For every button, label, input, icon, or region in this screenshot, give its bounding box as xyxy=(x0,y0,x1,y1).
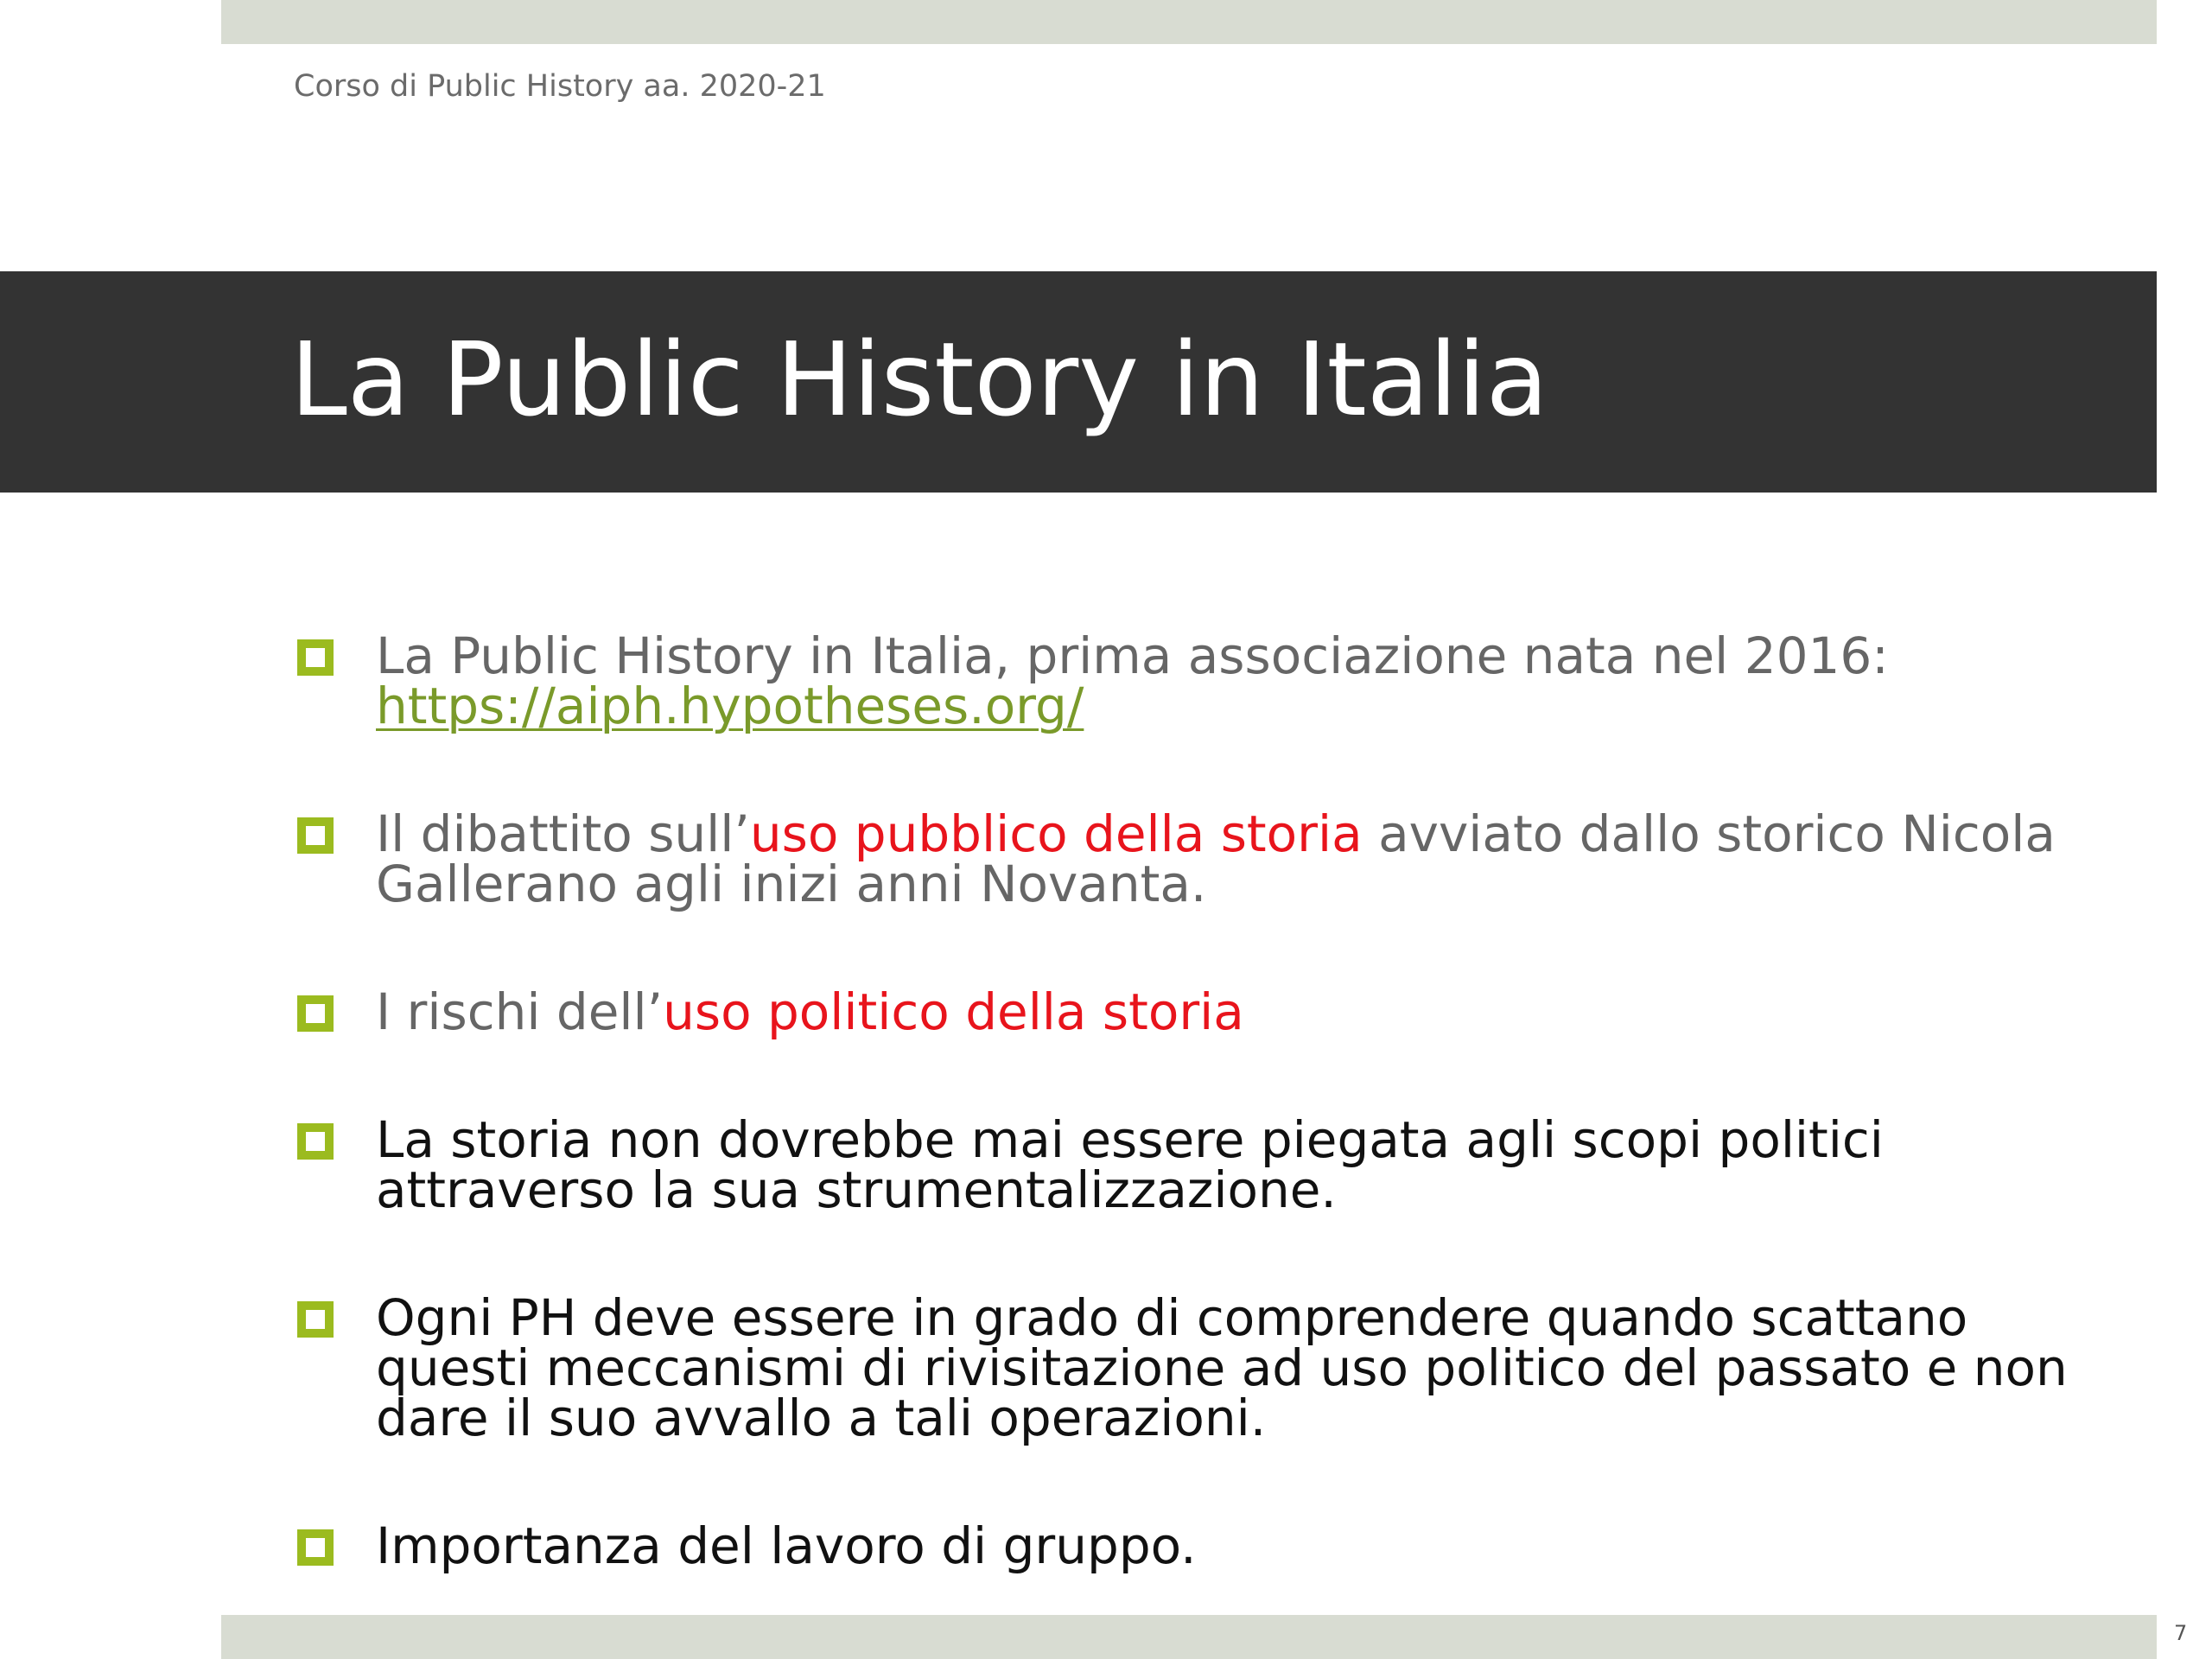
square-bullet-icon xyxy=(297,1301,334,1338)
square-bullet-icon xyxy=(297,817,334,854)
square-bullet-icon xyxy=(297,639,334,676)
bullet-item xyxy=(294,982,2091,1041)
square-bullet-icon xyxy=(297,1529,334,1566)
bullet-item xyxy=(294,1288,2091,1447)
bullet-prefix: I rischi dell’ xyxy=(376,982,664,1041)
top-decorative-bar xyxy=(221,0,2157,44)
bullet-item xyxy=(294,626,2091,735)
square-bullet-icon xyxy=(297,1123,334,1160)
bullet-item xyxy=(294,804,2091,913)
bullet-highlight: uso pubblico della storia xyxy=(749,804,1363,863)
bullet-item xyxy=(294,1516,2091,1575)
bullet-text: Importanza del lavoro di gruppo. xyxy=(376,1516,1197,1575)
bullet-prefix: Il dibattito sull’ xyxy=(376,804,750,863)
bullet-highlight: uso politico della storia xyxy=(663,982,1244,1041)
bottom-decorative-bar xyxy=(221,1615,2157,1659)
bullet-suffix: avviato dallo storico Nicola Gallerano agli inizi anni Novanta. xyxy=(376,804,2056,913)
bullet-text: La storia non dovrebbe mai essere piegata agli scopi politici attraverso la sua strumentalizzazione. xyxy=(376,1110,1884,1219)
page-number: 7 xyxy=(2174,1621,2188,1645)
slide-title: La Public History in Italia xyxy=(290,320,1548,439)
course-header: Corso di Public History aa. 2020-21 xyxy=(294,69,826,104)
square-bullet-icon xyxy=(297,995,334,1032)
bullet-text: Ogni PH deve essere in grado di comprendere quando scattano questi meccanismi di rivisitazione ad uso politico del passato e non dare il suo avvallo a tali operazioni. xyxy=(376,1288,2068,1447)
aiph-link[interactable]: https://aiph.hypotheses.org/ xyxy=(376,677,1084,735)
bullet-text: La Public History in Italia, prima associazione nata nel 2016: xyxy=(376,626,1889,685)
bullet-item xyxy=(294,1110,2091,1219)
bullet-list xyxy=(294,626,2091,1649)
